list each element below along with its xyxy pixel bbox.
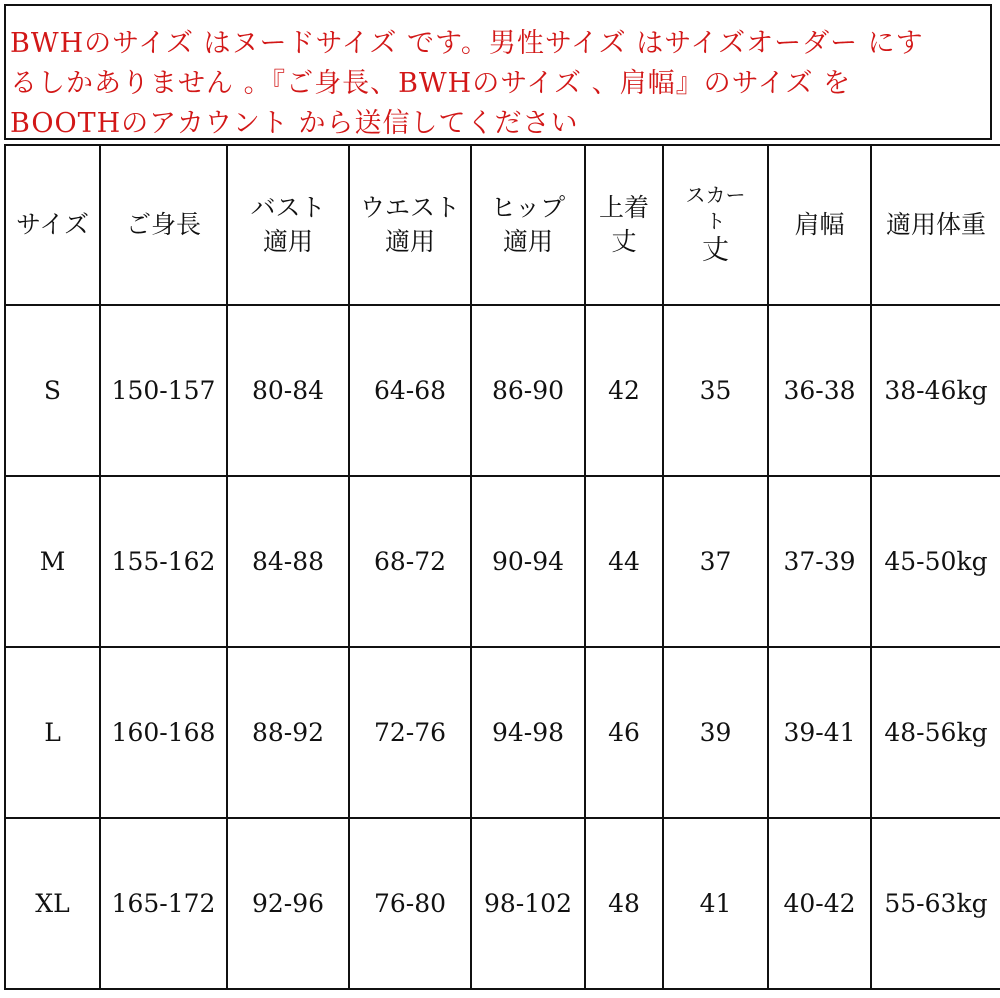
cell-hip: 94-98 <box>471 647 585 818</box>
cell-jacket-length: 44 <box>585 476 663 647</box>
notice-line-2: るしかありません 。『ご身長、BWHのサイズ 、肩幅』のサイズ を <box>10 68 852 99</box>
cell-jacket-length: 42 <box>585 305 663 476</box>
cell-shoulder-width: 36-38 <box>768 305 871 476</box>
cell-height: 150-157 <box>100 305 227 476</box>
cell-bust: 80-84 <box>227 305 349 476</box>
header-bust: バスト 適用 <box>227 145 349 305</box>
header-jacket-length: 上着 丈 <box>585 145 663 305</box>
notice-line-3: BOOTHのアカウント から送信してください <box>10 108 579 139</box>
cell-skirt-length: 41 <box>663 818 768 989</box>
cell-size: XL <box>5 818 100 989</box>
cell-shoulder-width: 37-39 <box>768 476 871 647</box>
table-row <box>5 305 1000 476</box>
cell-shoulder-width: 39-41 <box>768 647 871 818</box>
header-waist: ウエスト 適用 <box>349 145 471 305</box>
cell-waist: 64-68 <box>349 305 471 476</box>
header-hip: ヒップ 適用 <box>471 145 585 305</box>
cell-bust: 84-88 <box>227 476 349 647</box>
cell-hip: 86-90 <box>471 305 585 476</box>
table-row <box>5 818 1000 989</box>
header-size: サイズ <box>5 145 100 305</box>
header-height: ご身長 <box>100 145 227 305</box>
cell-waist: 76-80 <box>349 818 471 989</box>
cell-height: 165-172 <box>100 818 227 989</box>
cell-size: S <box>5 305 100 476</box>
cell-bust: 92-96 <box>227 818 349 989</box>
cell-skirt-length: 35 <box>663 305 768 476</box>
notice-line-1: BWHのサイズ はヌードサイズ です。男性サイズ はサイズオーダー にす <box>10 28 924 59</box>
cell-bust: 88-92 <box>227 647 349 818</box>
header-skirt-length: スカー ト 丈 <box>663 145 768 305</box>
header-weight: 適用体重 <box>871 145 1000 305</box>
cell-height: 155-162 <box>100 476 227 647</box>
cell-hip: 98-102 <box>471 818 585 989</box>
cell-hip: 90-94 <box>471 476 585 647</box>
cell-jacket-length: 46 <box>585 647 663 818</box>
header-row <box>5 145 1000 305</box>
cell-shoulder-width: 40-42 <box>768 818 871 989</box>
cell-weight: 45-50kg <box>871 476 1000 647</box>
cell-skirt-length: 39 <box>663 647 768 818</box>
size-chart-table <box>4 144 1000 990</box>
cell-skirt-length: 37 <box>663 476 768 647</box>
table-row <box>5 476 1000 647</box>
cell-size: L <box>5 647 100 818</box>
cell-height: 160-168 <box>100 647 227 818</box>
cell-weight: 55-63kg <box>871 818 1000 989</box>
cell-jacket-length: 48 <box>585 818 663 989</box>
cell-weight: 48-56kg <box>871 647 1000 818</box>
header-shoulder-width: 肩幅 <box>768 145 871 305</box>
cell-weight: 38-46kg <box>871 305 1000 476</box>
cell-waist: 72-76 <box>349 647 471 818</box>
cell-waist: 68-72 <box>349 476 471 647</box>
table-row <box>5 647 1000 818</box>
cell-size: M <box>5 476 100 647</box>
size-notice <box>4 4 992 140</box>
